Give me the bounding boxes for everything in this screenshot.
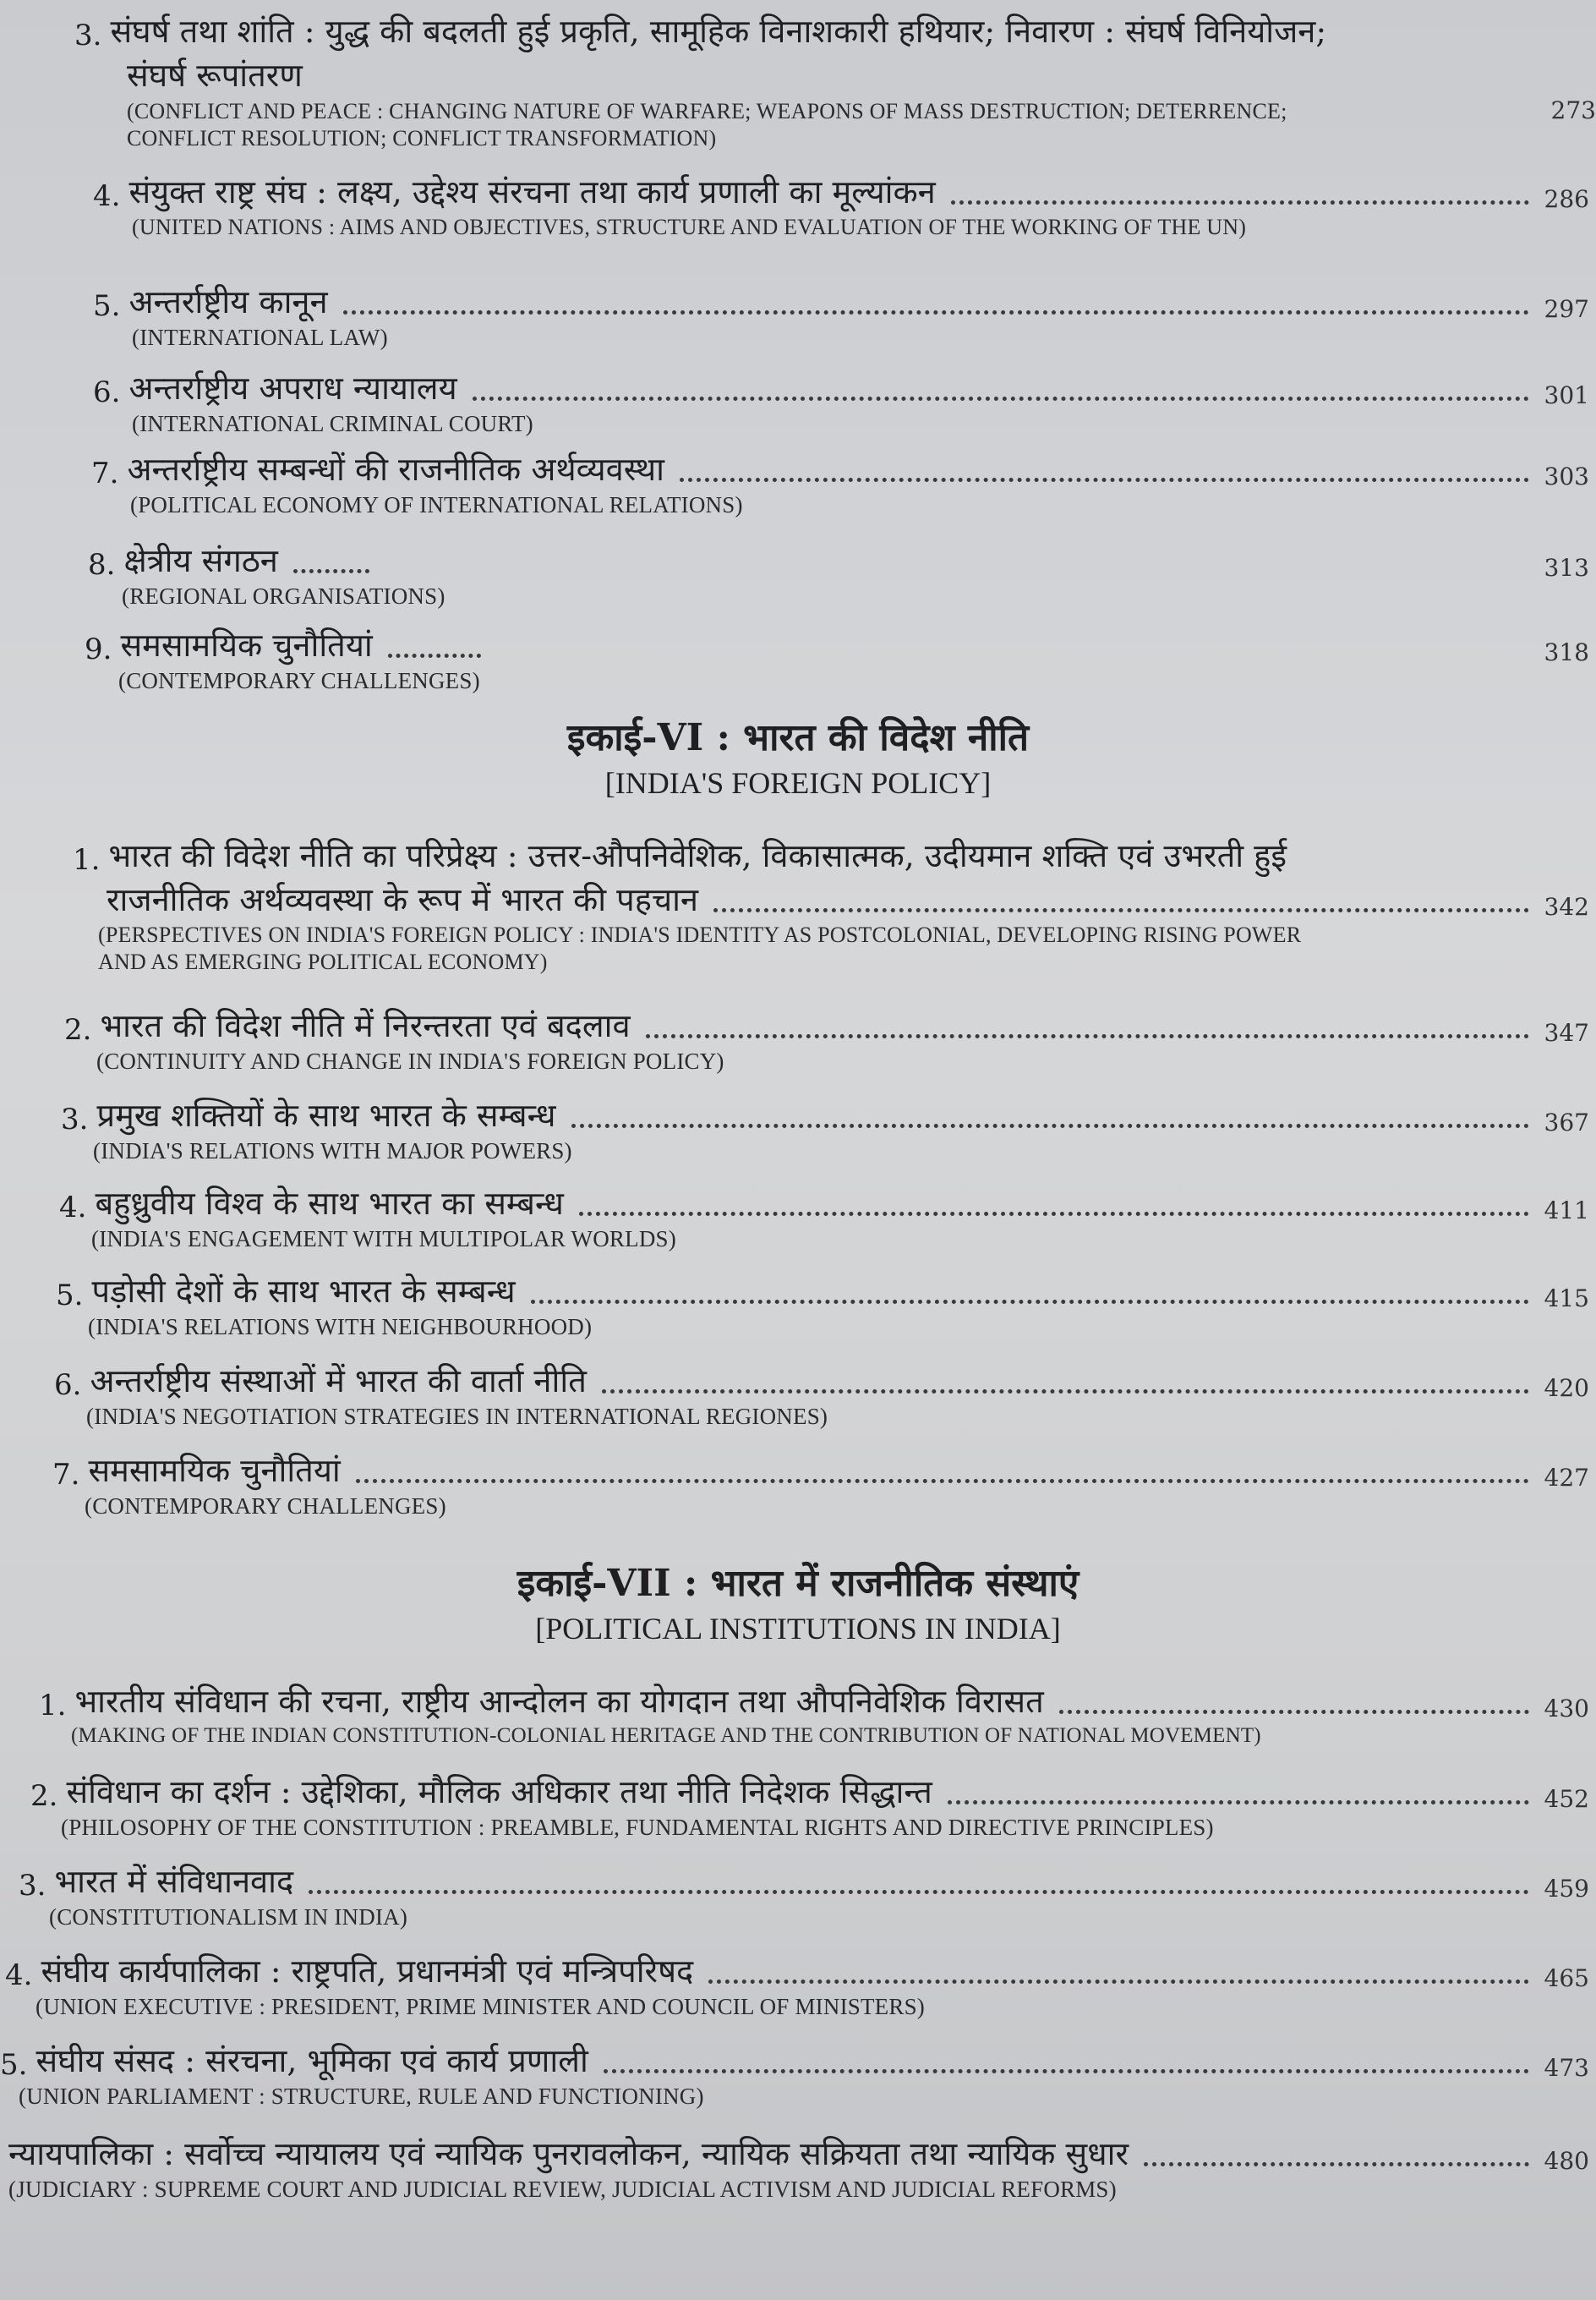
page-number: 347 [1544,1019,1589,1047]
page-number: 273 [1550,96,1596,124]
toc-entry [54,1358,1589,1430]
unit-subtitle: [POLITICAL INSTITUTIONS IN INDIA] [535,1612,1061,1646]
page-number: 473 [1544,2054,1589,2082]
entry-title-english: (UNION EXECUTIVE : PRESIDENT, PRIME MINISTER AND COUNCIL OF MINISTERS) [36,1994,925,2019]
entry-title-hindi: भारत की विदेश नीति का परिप्रेक्ष्य : उत्तर-औपनिवेशिक, विकासात्मक, उदीयमान शक्ति एवं उभरती हुई [108,837,1287,874]
entry-number: 5. [56,1279,84,1312]
entry-title-english: (CONTEMPORARY CHALLENGES) [118,668,480,693]
toc-entry [39,1678,1589,1748]
entry-title-english: (CONTINUITY AND CHANGE IN INDIA'S FOREIGN POLICY) [96,1049,724,1074]
toc-entry [91,446,1589,518]
entry-title-hindi: बहुध्रुवीय विश्व के साथ भारत का सम्बन्ध [95,1185,564,1222]
entry-title-hindi: समसामयिक चुनौतियां [88,1452,341,1489]
toc-entry [8,2131,1589,2203]
page-number: 480 [1544,2147,1589,2175]
entry-number: 8. [88,548,116,582]
entry-title-english: (PHILOSOPHY OF THE CONSTITUTION : PREAMBLE, FUNDAMENTAL RIGHTS AND DIRECTIVE PRINCIPLES) [61,1815,1214,1840]
entry-title-hindi-cont: राजनीतिक अर्थव्यवस्था के रूप में भारत की पहचान [107,881,699,918]
toc-entry [73,833,1589,975]
page-number: 318 [1544,638,1589,666]
toc-entry [52,1448,1589,1520]
entry-title-hindi: प्रमुख शक्तियों के साथ भारत के सम्बन्ध [96,1097,556,1134]
entry-title-hindi: पड़ोसी देशों के साथ भारत के सम्बन्ध [91,1273,516,1310]
page-number: 420 [1544,1374,1589,1402]
entry-title-hindi-cont: संघर्ष रूपांतरण [127,57,303,94]
entry-title-hindi: संघीय कार्यपालिका : राष्ट्रपति, प्रधानमंत्री एवं मन्त्रिपरिषद [41,1952,694,1990]
entry-title-hindi: अन्तर्राष्ट्रीय कानून [128,283,328,320]
entry-title-english: (PERSPECTIVES ON INDIA'S FOREIGN POLICY : INDIA'S IDENTITY AS POSTCOLONIAL, DEVELOPING RISING POWER [98,923,1302,947]
unit-subtitle: [INDIA'S FOREIGN POLICY] [604,766,992,800]
toc-entry [19,1859,1589,1930]
page-number: 297 [1544,295,1589,323]
entry-title-hindi: संयुक्त राष्ट्र संघ : लक्ष्य, उद्देश्य संरचना तथा कार्य प्रणाली का मूल्यांकन [128,173,936,211]
toc-entry [88,538,1589,610]
toc-entry [61,1092,1589,1164]
toc-entry [64,1003,1589,1075]
page-number: 465 [1544,1964,1589,1992]
entry-title-hindi: संघीय संसद : संरचना, भूमिका एवं कार्य प्रणाली [36,2042,588,2079]
entry-title-english: (CONFLICT AND PEACE : CHANGING NATURE OF WARFARE; WEAPONS OF MASS DESTRUCTION; DETERRENCE; [127,99,1287,123]
entry-number: 3. [74,19,102,52]
entry-title-hindi: अन्तर्राष्ट्रीय संस्थाओं में भारत की वार्ता नीति [90,1362,587,1399]
entry-title-hindi: संविधान का दर्शन : उद्देशिका, मौलिक अधिकार तथा नीति निदेशक सिद्धान्त [66,1773,932,1810]
toc-entry [93,279,1589,351]
entry-title-english: (INDIA'S RELATIONS WITH MAJOR POWERS) [93,1138,572,1164]
toc-entry [59,1180,1589,1252]
entry-number: 2. [64,1013,92,1047]
entry-number: 1. [73,843,101,877]
page-number: 303 [1544,463,1589,490]
toc-entry [93,365,1589,437]
entry-title-english: (CONTEMPORARY CHALLENGES) [85,1493,446,1519]
toc-entry [30,1769,1589,1841]
entry-number: 4. [5,1958,33,1992]
page-number: 430 [1544,1695,1589,1722]
entry-title-hindi: भारतीय संविधान की रचना, राष्ट्रीय आन्दोलन का योगदान तथा औपनिवेशिक विरासत [74,1683,1044,1720]
page-number: 411 [1544,1197,1589,1224]
page-number: 367 [1544,1109,1589,1136]
page-number: 427 [1544,1464,1589,1492]
entry-title-hindi: क्षेत्रीय संगठन [123,542,278,579]
entry-title-english: (POLITICAL ECONOMY OF INTERNATIONAL RELATIONS) [130,492,743,518]
page-number: 342 [1544,893,1589,921]
entry-number: 6. [54,1368,82,1402]
entry-number: 7. [52,1458,80,1492]
toc-entry [74,8,1596,151]
entry-number: 4. [59,1191,87,1224]
entry-title-hindi: अन्तर्राष्ट्रीय अपराध न्यायालय [128,370,457,407]
toc-entry [0,2038,1589,2110]
entry-number: 5. [93,289,121,323]
entry-title-english: (INDIA'S NEGOTIATION STRATEGIES IN INTERNATIONAL REGIONES) [86,1404,828,1429]
toc-entry [5,1948,1589,2020]
unit-title: इकाई-VII : भारत में राजनीतिक संस्थाएं [517,1562,1079,1605]
entry-title-english: (INTERNATIONAL CRIMINAL COURT) [132,411,533,436]
entry-title-english: (INTERNATIONAL LAW) [132,325,388,350]
entry-number: 7. [91,457,119,490]
page-number: 459 [1544,1875,1589,1903]
unit-title: इकाई-VI : भारत की विदेश नीति [566,716,1030,759]
entry-title-hindi: न्यायपालिका : सर्वोच्च न्यायालय एवं न्यायिक पुनरावलोकन, न्यायिक सक्रियता तथा न्यायिक सुधार [8,2135,1129,2172]
page-number: 313 [1544,554,1589,582]
entry-title-english: (INDIA'S ENGAGEMENT WITH MULTIPOLAR WORLDS) [91,1226,676,1251]
entry-title-english: (MAKING OF THE INDIAN CONSTITUTION-COLONIAL HERITAGE AND THE CONTRIBUTION OF NATIONAL MOVEMENT) [71,1724,1261,1747]
entry-title-english: (INDIA'S RELATIONS WITH NEIGHBOURHOOD) [88,1314,593,1339]
toc-entry [56,1268,1589,1340]
entry-title-english-cont: AND AS EMERGING POLITICAL ECONOMY) [98,950,548,974]
entry-title-english-cont: CONFLICT RESOLUTION; CONFLICT TRANSFORMATION) [127,126,717,151]
toc-entry [93,169,1589,240]
entry-number: 6. [93,375,121,409]
entry-title-hindi: संघर्ष तथा शांति : युद्ध की बदलती हुई प्रकृति, सामूहिक विनाशकारी हथियार; निवारण : संघर्ष विनियोजन; [110,13,1327,50]
entry-number: 5. [0,2048,28,2082]
entry-title-hindi: भारत की विदेश नीति में निरन्तरता एवं बदलाव [100,1007,631,1044]
page-number: 415 [1544,1284,1589,1312]
entry-number: 2. [30,1779,58,1813]
toc-entry [85,622,1589,694]
entry-number: 3. [61,1103,89,1136]
entry-title-english: (REGIONAL ORGANISATIONS) [122,583,445,609]
entry-number: 1. [39,1689,67,1722]
page-number: 286 [1544,185,1589,213]
entry-title-english: (JUDICIARY : SUPREME COURT AND JUDICIAL REVIEW, JUDICIAL ACTIVISM AND JUDICIAL REFORMS) [8,2177,1117,2202]
entry-number: 9. [85,632,112,666]
entry-title-english: (UNION PARLIAMENT : STRUCTURE, RULE AND FUNCTIONING) [19,2084,704,2109]
entry-title-hindi: अन्तर्राष्ट्रीय सम्बन्धों की राजनीतिक अर्थव्यवस्था [127,451,664,488]
entry-number: 3. [19,1869,46,1903]
entry-title-english: (UNITED NATIONS : AIMS AND OBJECTIVES, STRUCTURE AND EVALUATION OF THE WORKING OF THE UN) [132,215,1247,239]
page-number: 452 [1544,1785,1589,1813]
entry-number: 4. [93,179,121,213]
page-number: 301 [1544,381,1589,409]
entry-title-hindi: भारत में संविधानवाद [54,1863,294,1900]
entry-title-hindi: समसामयिक चुनौतियां [120,627,373,664]
entry-title-english: (CONSTITUTIONALISM IN INDIA) [49,1904,408,1930]
